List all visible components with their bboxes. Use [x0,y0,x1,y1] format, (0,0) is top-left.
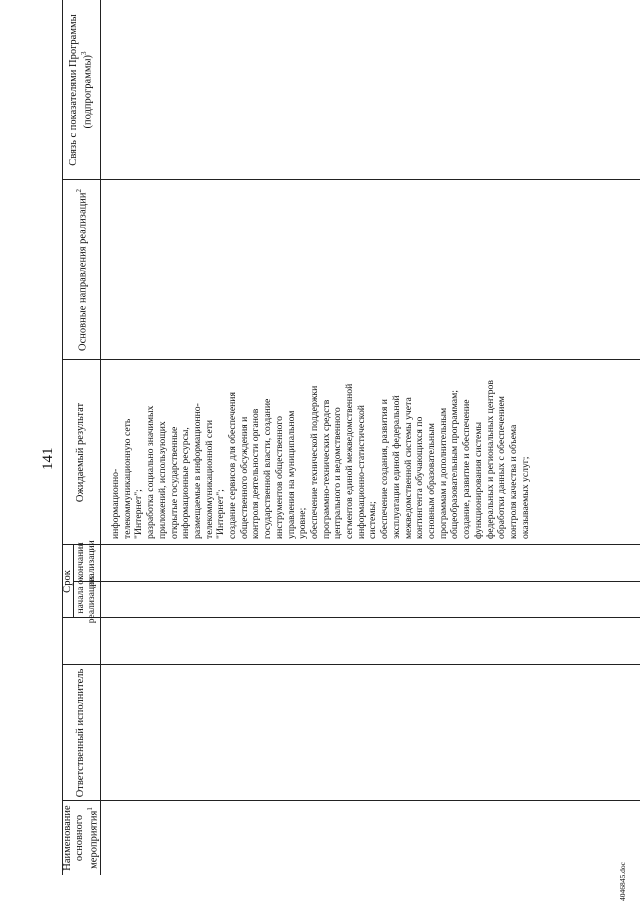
directions-text: информационно- телекоммуникационную сеть "Интернет"; разработка социально значимых приложений, использующих открытые государственные информационные ресурсы, размещаемые в информационно- телекоммуникационной сети "Интернет"; создание сервисов для обеспечения общественного обсуждения и контроля деятельности органов государственной власти, создание инструментов общественного управления на муниципальном уровне; обеспечение технической поддержки программно-технических средств центрального и ведомственного сегментов единой межведомственной информационно-статистической системы; обеспечение создания, развития и эксплуатации единой федеральной межведомственной системы учета контингента обучающихся по основным образовательным программам и дополнительным общеобразовательным программам; создание, развитие и обеспечение функционирования системы федеральных и региональных центров обработки данных с обеспечением контроля качества и объема оказываемых услуг; [110,380,531,539]
col-divider-4 [73,581,640,582]
header-link: Связь с показателями Программы (подпрограммы)$^3$ [67,14,94,166]
col-divider-3 [62,617,640,618]
header-result: Ожидаемый результат [75,402,87,503]
header-term: Срок [61,570,73,593]
header-start: начала реализации [76,576,97,624]
col-divider-5 [62,544,640,545]
header-bottom-border [100,0,101,875]
header-directions: Основные направления реализации$^2$ [74,189,88,351]
col-divider-1 [62,800,640,801]
header-end: окончания реализации [76,540,97,587]
page-number: 141 [40,447,56,470]
header-name: Наименование основного мероприятия$^1$ [62,805,100,871]
footer-filename: 4046845.doc [618,862,627,901]
header-executor: Ответственный исполнитель [75,668,87,798]
col-divider-2 [62,664,640,665]
